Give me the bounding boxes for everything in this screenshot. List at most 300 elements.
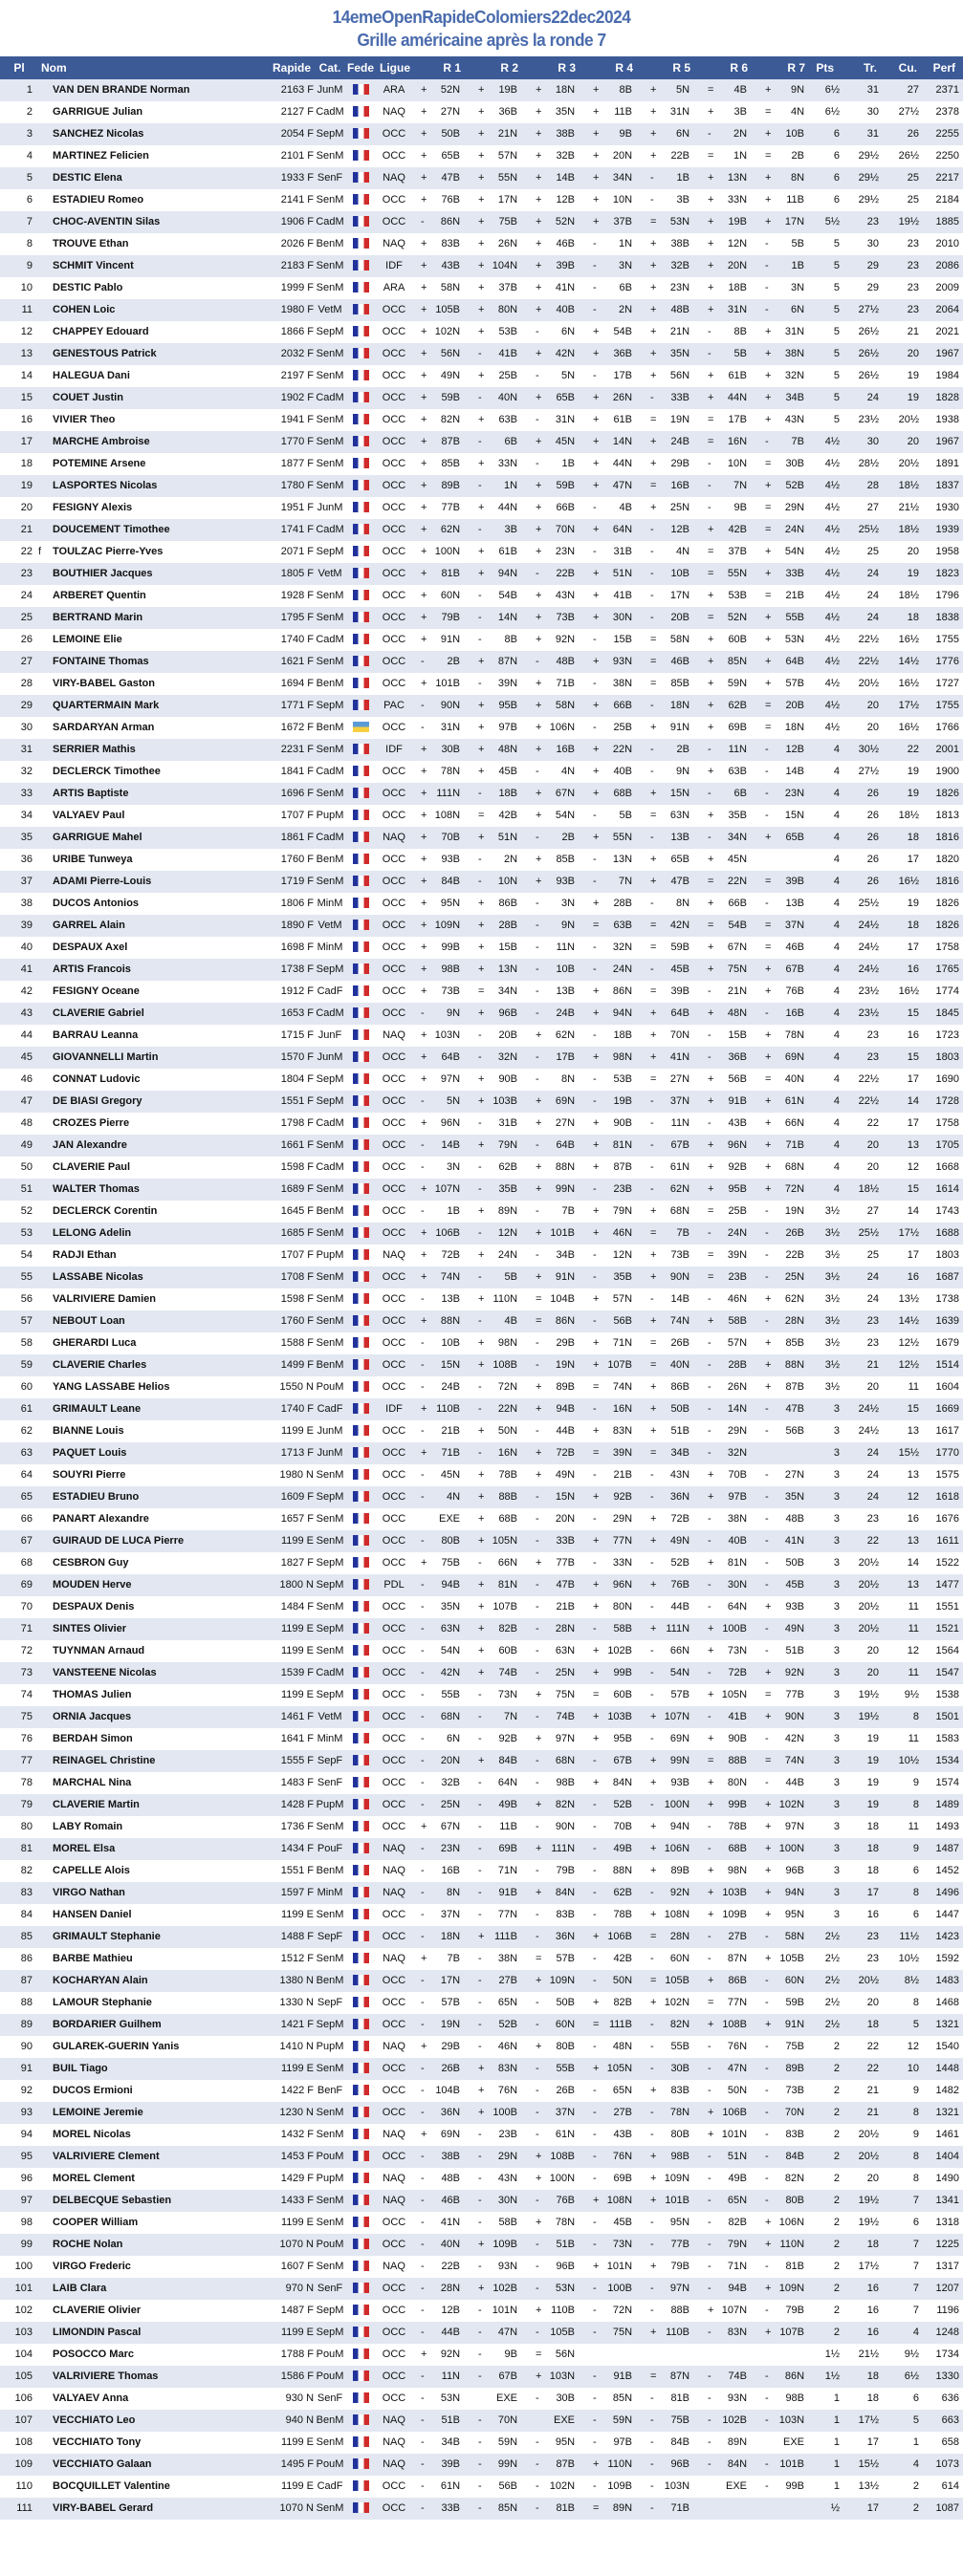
round-6-result-cell bbox=[698, 2080, 755, 2102]
table-row bbox=[0, 1091, 963, 1113]
points-cell: 4½ bbox=[824, 721, 841, 733]
federation-cell bbox=[344, 673, 377, 695]
round-7-result-cell bbox=[755, 1552, 813, 1574]
category-cell: SepM bbox=[316, 1094, 344, 1107]
cumulative-cell: 9 bbox=[912, 1776, 920, 1788]
round-result: + 94B bbox=[536, 1402, 576, 1415]
round-result: - 14N bbox=[478, 611, 518, 623]
round-result: + 92B bbox=[593, 1490, 633, 1503]
rating-cell: 1551 F bbox=[280, 1864, 315, 1876]
round-1-result-cell bbox=[411, 805, 469, 827]
round-6-result-cell bbox=[698, 629, 755, 651]
player-name-cell: ARTIS Baptiste bbox=[53, 787, 129, 799]
performance-cell: 1816 bbox=[935, 875, 960, 887]
league-cell: OCC bbox=[382, 1292, 406, 1305]
player-name-cell: LELONG Adelin bbox=[53, 1226, 132, 1239]
rank-cell: 81 bbox=[20, 1842, 33, 1854]
round-result: + 93B bbox=[536, 875, 576, 887]
round-result: + 84B bbox=[478, 1754, 518, 1766]
tiebreak-cell: 20 bbox=[866, 1138, 880, 1151]
round-result: + 57N bbox=[593, 1292, 633, 1305]
cumulative-cell: 19 bbox=[907, 391, 920, 403]
round-5-result-cell bbox=[641, 321, 698, 343]
round-2-result-cell bbox=[469, 2322, 526, 2344]
points-cell: 6 bbox=[833, 171, 841, 184]
tiebreak-cell: 24½ bbox=[858, 963, 880, 975]
round-result: + 10B bbox=[765, 127, 805, 140]
round-5-result-cell bbox=[641, 2146, 698, 2168]
round-result: + 59B bbox=[421, 391, 461, 403]
round-2-result-cell bbox=[469, 321, 526, 343]
points-cell: 3 bbox=[833, 1864, 841, 1876]
round-result: - 41B bbox=[478, 347, 518, 359]
rating-cell: 1980 N bbox=[279, 1468, 315, 1481]
french-flag-icon bbox=[353, 480, 369, 490]
category-cell: CadM bbox=[316, 831, 344, 843]
performance-cell: 1668 bbox=[935, 1160, 960, 1173]
round-3-result-cell bbox=[526, 2432, 583, 2454]
round-result: - 32N bbox=[708, 1446, 748, 1459]
fide-title-cell bbox=[38, 123, 53, 145]
table-row bbox=[0, 1464, 963, 1486]
table-row bbox=[0, 2058, 963, 2080]
round-6-result-cell bbox=[698, 959, 755, 981]
column-header-r3: R 3 bbox=[526, 56, 583, 79]
category-cell: SepM bbox=[316, 2326, 344, 2338]
round-result: - 61N bbox=[536, 2128, 576, 2140]
tiebreak-cell: 24 bbox=[866, 1468, 880, 1481]
round-5-result-cell bbox=[641, 1113, 698, 1135]
tiebreak-cell: 18 bbox=[866, 1842, 880, 1854]
round-result: + 89N bbox=[478, 1204, 518, 1217]
round-result: - 13B bbox=[421, 1292, 461, 1305]
table-row bbox=[0, 2432, 963, 2454]
round-result: + 45N bbox=[708, 853, 748, 865]
round-result: + 86N bbox=[593, 985, 633, 997]
round-7-result-cell bbox=[755, 2410, 813, 2432]
tiebreak-cell: 20 bbox=[866, 1380, 880, 1393]
round-result: + 45N bbox=[536, 435, 576, 447]
category-cell: MinM bbox=[317, 1886, 343, 1898]
cumulative-cell: 23 bbox=[907, 237, 920, 249]
tiebreak-cell: 20 bbox=[866, 1644, 880, 1656]
round-5-result-cell bbox=[641, 79, 698, 101]
player-name-cell: SARDARYAN Arman bbox=[53, 721, 155, 733]
table-row bbox=[0, 827, 963, 849]
round-result: + 75B bbox=[421, 1556, 461, 1569]
round-result: - 24N bbox=[593, 963, 633, 975]
round-6-result-cell bbox=[698, 1882, 755, 1904]
round-7-result-cell bbox=[755, 1948, 813, 1970]
round-result: + 55N bbox=[593, 831, 633, 843]
tiebreak-cell: 29 bbox=[866, 259, 880, 271]
round-4-result-cell bbox=[583, 1640, 641, 1662]
round-result: = 4N bbox=[765, 105, 805, 118]
round-1-result-cell bbox=[411, 1860, 469, 1882]
rating-cell: 1429 F bbox=[280, 2172, 315, 2184]
fide-title-cell bbox=[38, 1552, 53, 1574]
round-result: - 3B bbox=[478, 523, 518, 535]
player-name-cell: WALTER Thomas bbox=[53, 1182, 140, 1195]
round-7-result-cell bbox=[755, 1750, 813, 1772]
round-1-result-cell bbox=[411, 717, 469, 739]
points-cell: 4 bbox=[833, 875, 841, 887]
league-cell: OCC bbox=[382, 1754, 406, 1766]
round-5-result-cell bbox=[641, 1904, 698, 1926]
round-3-result-cell bbox=[526, 585, 583, 607]
round-1-result-cell bbox=[411, 1288, 469, 1310]
player-name-cell: LASSABE Nicolas bbox=[53, 1270, 143, 1283]
federation-cell bbox=[344, 2234, 377, 2256]
tiebreak-cell: 22½ bbox=[858, 655, 880, 667]
category-cell: CadM bbox=[316, 391, 344, 403]
round-result: + 94N bbox=[593, 1007, 633, 1019]
round-2-result-cell bbox=[469, 1926, 526, 1948]
round-result: + 71B bbox=[421, 1446, 461, 1459]
table-row bbox=[0, 871, 963, 893]
round-4-result-cell bbox=[583, 299, 641, 321]
round-result: - 62B bbox=[478, 1160, 518, 1173]
league-cell: OCC bbox=[382, 2106, 406, 2118]
round-result: + 91N bbox=[536, 1270, 576, 1283]
points-cell: ½ bbox=[830, 2501, 841, 2514]
federation-cell bbox=[344, 1245, 377, 1266]
round-5-result-cell bbox=[641, 2234, 698, 2256]
round-1-result-cell bbox=[411, 2168, 469, 2190]
tiebreak-cell: 13½ bbox=[858, 2479, 880, 2492]
federation-cell bbox=[344, 2432, 377, 2454]
round-3-result-cell bbox=[526, 783, 583, 805]
federation-cell bbox=[344, 563, 377, 585]
table-row bbox=[0, 1772, 963, 1794]
rank-cell: 67 bbox=[20, 1534, 33, 1547]
round-result: + 23N bbox=[536, 545, 576, 557]
round-result: - 14N bbox=[708, 1402, 748, 1415]
league-cell: OCC bbox=[382, 545, 406, 557]
french-flag-icon bbox=[353, 612, 369, 622]
round-1-result-cell bbox=[411, 1530, 469, 1552]
round-result: + 78N bbox=[536, 2216, 576, 2228]
round-7-result-cell bbox=[755, 1069, 813, 1091]
round-3-result-cell bbox=[526, 1750, 583, 1772]
table-row bbox=[0, 1640, 963, 1662]
round-7-result-cell bbox=[755, 1530, 813, 1552]
federation-cell bbox=[344, 1926, 377, 1948]
league-cell: OCC bbox=[382, 897, 406, 909]
round-result: - 43B bbox=[708, 1116, 748, 1129]
player-name-cell: GUIRAUD DE LUCA Pierre bbox=[53, 1534, 185, 1547]
player-name-cell: POSOCCO Marc bbox=[53, 2348, 134, 2360]
category-cell: SenM bbox=[316, 1226, 344, 1239]
round-result: - 22B bbox=[421, 2260, 461, 2272]
round-6-result-cell bbox=[698, 101, 755, 123]
round-result: - 94B bbox=[421, 1578, 461, 1591]
category-cell: BenM bbox=[316, 853, 344, 865]
round-6-result-cell bbox=[698, 1223, 755, 1245]
federation-cell bbox=[344, 1838, 377, 1860]
rating-cell: 1795 F bbox=[280, 611, 315, 623]
rank-cell: 50 bbox=[20, 1160, 33, 1173]
performance-cell: 1826 bbox=[935, 897, 960, 909]
french-flag-icon bbox=[353, 920, 369, 930]
round-1-result-cell bbox=[411, 1486, 469, 1508]
round-result: + 52B bbox=[765, 479, 805, 491]
fide-title-cell bbox=[38, 629, 53, 651]
cumulative-cell: 2 bbox=[912, 2479, 920, 2492]
points-cell: 3 bbox=[833, 1820, 841, 1832]
round-1-result-cell bbox=[411, 409, 469, 431]
tiebreak-cell: 26 bbox=[866, 809, 880, 821]
federation-cell bbox=[344, 453, 377, 475]
round-6-result-cell bbox=[698, 189, 755, 211]
round-4-result-cell bbox=[583, 1838, 641, 1860]
round-6-result-cell bbox=[698, 1684, 755, 1706]
performance-cell: 1679 bbox=[935, 1336, 960, 1349]
player-name-cell: MOREL Nicolas bbox=[53, 2128, 131, 2140]
league-cell: OCC bbox=[382, 1380, 406, 1393]
points-cell: 3 bbox=[833, 1578, 841, 1591]
round-result: = 52N bbox=[708, 611, 748, 623]
table-row bbox=[0, 1948, 963, 1970]
round-result: - 8N bbox=[650, 897, 690, 909]
tiebreak-cell: 16 bbox=[866, 2326, 880, 2338]
round-1-result-cell bbox=[411, 1904, 469, 1926]
category-cell: CadM bbox=[316, 765, 344, 777]
round-5-result-cell bbox=[641, 1552, 698, 1574]
round-result: + 111N bbox=[421, 787, 461, 799]
french-flag-icon bbox=[353, 1953, 369, 1963]
round-4-result-cell bbox=[583, 79, 641, 101]
round-result: - 47B bbox=[765, 1402, 805, 1415]
round-result: = 58N bbox=[650, 633, 690, 645]
round-6-result-cell bbox=[698, 519, 755, 541]
rating-cell: 1199 E bbox=[280, 1908, 315, 1920]
french-flag-icon bbox=[353, 436, 369, 446]
category-cell: SenM bbox=[316, 2062, 344, 2074]
round-result: + 54N bbox=[536, 809, 576, 821]
league-cell: OCC bbox=[382, 2479, 406, 2492]
points-cell: 4½ bbox=[824, 479, 841, 491]
french-flag-icon bbox=[353, 1205, 369, 1216]
league-cell: OCC bbox=[382, 1798, 406, 1810]
performance-cell: 1688 bbox=[935, 1226, 960, 1239]
points-cell: 3½ bbox=[824, 1248, 841, 1261]
rating-cell: 1736 F bbox=[280, 1820, 315, 1832]
round-3-result-cell bbox=[526, 1904, 583, 1926]
player-name-cell: MOUDEN Herve bbox=[53, 1578, 132, 1591]
rating-cell: 1708 F bbox=[280, 1270, 315, 1283]
round-result: + 101B bbox=[536, 1226, 576, 1239]
tiebreak-cell: 23 bbox=[866, 215, 880, 227]
fide-title-cell bbox=[38, 167, 53, 189]
round-result: + 98N bbox=[593, 1050, 633, 1063]
table-row bbox=[0, 1750, 963, 1772]
table-row bbox=[0, 1069, 963, 1091]
round-5-result-cell bbox=[641, 2036, 698, 2058]
round-7-result-cell bbox=[755, 189, 813, 211]
round-result: - 36N bbox=[536, 1930, 576, 1942]
round-result: + 33B bbox=[765, 567, 805, 579]
round-2-result-cell bbox=[469, 233, 526, 255]
player-name-cell: DUCOS Antonios bbox=[53, 897, 140, 909]
round-6-result-cell bbox=[698, 1442, 755, 1464]
round-5-result-cell bbox=[641, 1464, 698, 1486]
round-result: - 48B bbox=[536, 655, 576, 667]
fide-title-cell bbox=[38, 607, 53, 629]
tiebreak-cell: 18 bbox=[866, 2018, 880, 2030]
performance-cell: 2255 bbox=[935, 127, 960, 140]
round-6-result-cell bbox=[698, 1376, 755, 1398]
performance-cell: 1939 bbox=[935, 523, 960, 535]
cumulative-cell: 20 bbox=[907, 347, 920, 359]
table-row bbox=[0, 915, 963, 937]
round-result: - 96B bbox=[536, 2260, 576, 2272]
round-7-result-cell bbox=[755, 1047, 813, 1069]
points-cell: 3½ bbox=[824, 1336, 841, 1349]
round-6-result-cell bbox=[698, 1157, 755, 1179]
table-row bbox=[0, 717, 963, 739]
player-name-cell: COOPER William bbox=[53, 2216, 139, 2228]
round-result: = 29N bbox=[765, 501, 805, 513]
league-cell: OCC bbox=[382, 1226, 406, 1239]
round-result: - 44B bbox=[650, 1600, 690, 1613]
round-result: - 55B bbox=[536, 2062, 576, 2074]
category-cell: SepF bbox=[317, 1754, 343, 1766]
league-cell: OCC bbox=[382, 1050, 406, 1063]
round-result: - 24B bbox=[421, 1380, 461, 1393]
rank-cell: 13 bbox=[20, 347, 33, 359]
round-result: - 10B bbox=[536, 963, 576, 975]
category-cell: PouM bbox=[316, 1380, 344, 1393]
tiebreak-cell: 20½ bbox=[858, 1974, 880, 1986]
round-2-result-cell bbox=[469, 1354, 526, 1376]
tiebreak-cell: 30 bbox=[866, 237, 880, 249]
french-flag-icon bbox=[353, 84, 369, 95]
round-4-result-cell bbox=[583, 453, 641, 475]
league-cell: OCC bbox=[382, 611, 406, 623]
round-5-result-cell bbox=[641, 167, 698, 189]
player-name-cell: DECLERCK Timothee bbox=[53, 765, 161, 777]
round-4-result-cell bbox=[583, 2366, 641, 2388]
tiebreak-cell: 19½ bbox=[858, 1710, 880, 1722]
round-result: + 26N bbox=[478, 237, 518, 249]
table-row bbox=[0, 1574, 963, 1596]
round-result: - 10B bbox=[421, 1336, 461, 1349]
performance-cell: 1723 bbox=[935, 1028, 960, 1041]
league-cell: OCC bbox=[382, 1974, 406, 1986]
round-7-result-cell bbox=[755, 2234, 813, 2256]
rating-cell: 1760 F bbox=[280, 1314, 315, 1327]
fide-title-cell bbox=[38, 563, 53, 585]
player-name-cell: VIRGO Frederic bbox=[53, 2260, 131, 2272]
points-cell: 2 bbox=[833, 2326, 841, 2338]
round-result: + 14N bbox=[593, 435, 633, 447]
federation-cell bbox=[344, 1354, 377, 1376]
round-result: + 97B bbox=[708, 1490, 748, 1503]
federation-cell bbox=[344, 299, 377, 321]
round-result: - 10B bbox=[650, 567, 690, 579]
performance-cell: 1448 bbox=[935, 2062, 960, 2074]
round-result: + 87N bbox=[478, 655, 518, 667]
table-row bbox=[0, 563, 963, 585]
points-cell: 4 bbox=[833, 941, 841, 953]
round-result: + 60B bbox=[708, 633, 748, 645]
category-cell: PupM bbox=[316, 809, 344, 821]
player-name-cell: GENESTOUS Patrick bbox=[53, 347, 157, 359]
tiebreak-cell: 23 bbox=[866, 1952, 880, 1964]
fide-title-cell bbox=[38, 739, 53, 761]
round-result: = 7B bbox=[650, 1226, 690, 1239]
cumulative-cell: 6½ bbox=[904, 2370, 920, 2382]
round-result: - 15N bbox=[765, 809, 805, 821]
rank-cell: 39 bbox=[20, 919, 33, 931]
points-cell: 3½ bbox=[824, 1226, 841, 1239]
performance-cell: 1547 bbox=[935, 1666, 960, 1678]
round-2-result-cell bbox=[469, 1332, 526, 1354]
fide-title-cell bbox=[38, 695, 53, 717]
round-result: + 73B bbox=[650, 1248, 690, 1261]
round-7-result-cell bbox=[755, 2476, 813, 2498]
league-cell: NAQ bbox=[383, 2457, 405, 2470]
category-cell: VetM bbox=[317, 567, 342, 579]
round-result: - 68B bbox=[708, 1842, 748, 1854]
round-result: - 69B bbox=[593, 2172, 633, 2184]
cumulative-cell: 7 bbox=[912, 2260, 920, 2272]
table-row bbox=[0, 1992, 963, 2014]
cumulative-cell: 16½ bbox=[898, 985, 920, 997]
round-4-result-cell bbox=[583, 2256, 641, 2278]
round-result: + 70B bbox=[421, 831, 461, 843]
federation-cell bbox=[344, 1223, 377, 1245]
round-result: + 76N bbox=[478, 2084, 518, 2096]
category-cell: BenM bbox=[316, 1204, 344, 1217]
round-result: - 7N bbox=[478, 1710, 518, 1722]
round-6-result-cell bbox=[698, 2168, 755, 2190]
category-cell: MinM bbox=[317, 941, 343, 953]
round-result: + 44N bbox=[478, 501, 518, 513]
performance-cell: 1816 bbox=[935, 831, 960, 843]
round-2-result-cell bbox=[469, 1179, 526, 1201]
performance-cell: 1885 bbox=[935, 215, 960, 227]
round-7-result-cell bbox=[755, 981, 813, 1003]
french-flag-icon bbox=[353, 854, 369, 864]
round-5-result-cell bbox=[641, 1179, 698, 1201]
round-1-result-cell bbox=[411, 497, 469, 519]
round-2-result-cell bbox=[469, 2344, 526, 2366]
category-cell: BenM bbox=[316, 237, 344, 249]
federation-cell bbox=[344, 2410, 377, 2432]
round-result: - 21B bbox=[421, 1424, 461, 1437]
round-2-result-cell bbox=[469, 1025, 526, 1047]
round-result: + 102B bbox=[593, 1644, 633, 1656]
round-result: - 29N bbox=[593, 1512, 633, 1525]
round-result: + 95B bbox=[593, 1732, 633, 1744]
round-1-result-cell bbox=[411, 827, 469, 849]
league-cell: OCC bbox=[382, 1072, 406, 1085]
round-result: - 9B bbox=[708, 501, 748, 513]
points-cell: 5 bbox=[833, 413, 841, 425]
round-result: + 76B bbox=[650, 1578, 690, 1591]
round-2-result-cell bbox=[469, 893, 526, 915]
round-4-result-cell bbox=[583, 2102, 641, 2124]
round-result: + 80N bbox=[478, 303, 518, 315]
round-1-result-cell bbox=[411, 2344, 469, 2366]
round-4-result-cell bbox=[583, 497, 641, 519]
tiebreak-cell: 20 bbox=[866, 699, 880, 711]
round-2-result-cell bbox=[469, 519, 526, 541]
round-6-result-cell bbox=[698, 1904, 755, 1926]
cumulative-cell: 27½ bbox=[898, 105, 920, 118]
